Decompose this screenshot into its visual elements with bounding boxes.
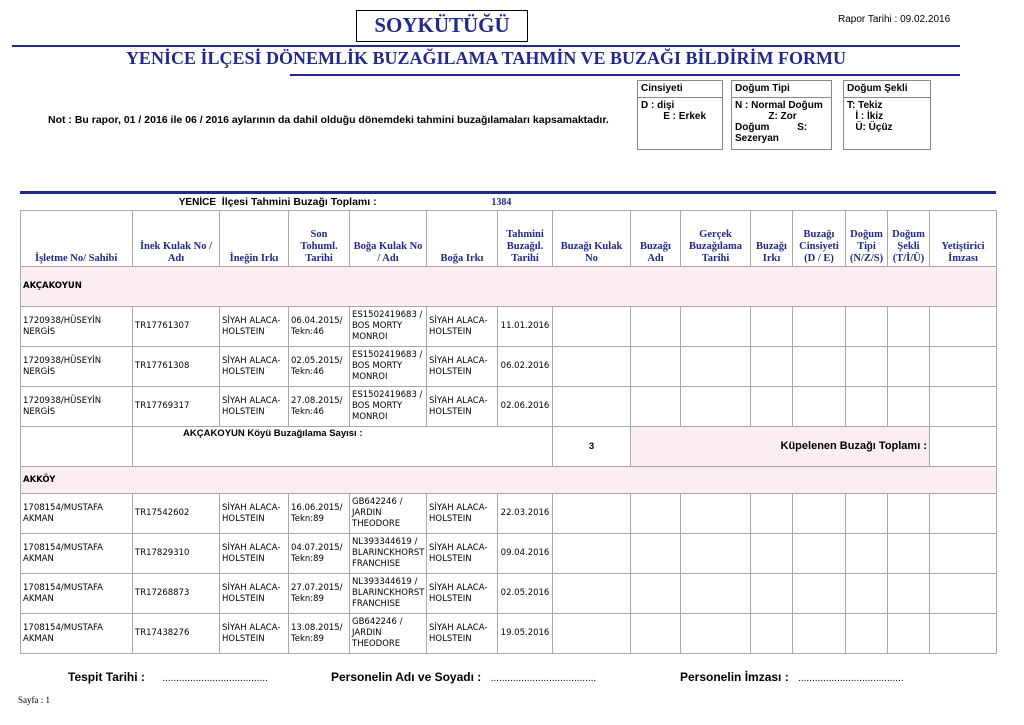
calf-name-cell[interactable] (631, 347, 681, 387)
column-header: İneğin Irkı (220, 211, 289, 267)
imza-label: Personelin İmzası : (680, 670, 789, 684)
column-header: Tahmini Buzağıl. Tarihi (498, 211, 553, 267)
village-name: AKKÖY (21, 467, 997, 494)
cow-breed-cell: SİYAH ALACA-HOLSTEIN (220, 307, 289, 347)
column-header: Doğum Şekli (T/İ/Ü) (888, 211, 930, 267)
column-header: Boğa Kulak No / Adı (350, 211, 427, 267)
column-header: Buzağı Cinsiyeti (D / E) (793, 211, 846, 267)
birth-type-cell[interactable] (846, 347, 888, 387)
legend-birth-form (843, 80, 931, 150)
footer-personel (331, 670, 596, 684)
column-header: Son Tohuml. Tarihi (289, 211, 350, 267)
birth-form-cell[interactable] (888, 347, 930, 387)
subtotal-spacer (21, 427, 133, 467)
calf-ear-tag-cell[interactable] (553, 387, 631, 427)
birth-type-cell[interactable] (846, 614, 888, 654)
table-top-rule (20, 191, 996, 194)
cow-breed-cell: SİYAH ALACA-HOLSTEIN (220, 494, 289, 534)
calf-breed-cell[interactable] (751, 574, 793, 614)
cow-breed-cell: SİYAH ALACA-HOLSTEIN (220, 574, 289, 614)
calf-ear-tag-cell[interactable] (553, 494, 631, 534)
legend-birth-form-line: T: Tekiz (847, 100, 883, 111)
legend-birth-type-line: Doğum S: (735, 122, 808, 133)
bull-cell: NL393344619 / BLARINCKHORST FRANCHISE (350, 534, 427, 574)
bull-breed-cell: SİYAH ALACA-HOLSTEIN (427, 387, 498, 427)
calf-ear-tag-cell[interactable] (553, 614, 631, 654)
calf-gender-cell[interactable] (793, 534, 846, 574)
cow-ear-tag-cell: TR17761307 (133, 307, 220, 347)
bull-cell: ES1502419683 / BOS MORTY MONROI (350, 387, 427, 427)
report-date-value: 09.02.2016 (900, 14, 951, 25)
tespit-dots: ...................................... (162, 673, 268, 684)
cumulative-label: Küpelenen Buzağı Toplamı : (631, 427, 930, 467)
legend-gender-title: Cinsiyeti (638, 81, 722, 98)
form-title: YENİCE İLÇESİ DÖNEMLİK BUZAĞILAMA TAHMİN VE BUZAĞI BİLDİRİM FORMU (125, 48, 847, 68)
calving-table (20, 210, 997, 654)
calf-breed-cell[interactable] (751, 307, 793, 347)
calf-ear-tag-cell[interactable] (553, 574, 631, 614)
cow-breed-cell: SİYAH ALACA-HOLSTEIN (220, 347, 289, 387)
insemination-cell: 06.04.2015/ Tekn:46 (289, 307, 350, 347)
column-header: Buzağı Adı (631, 211, 681, 267)
legend-birth-form-title: Doğum Şekli (844, 81, 930, 98)
birth-type-cell[interactable] (846, 387, 888, 427)
owner-cell: 1708154/MUSTAFA AKMAN (21, 574, 133, 614)
legend-birth-form-line: Ü: Üçüz (847, 122, 893, 133)
insemination-cell: 02.05.2015/ Tekn:46 (289, 347, 350, 387)
cow-ear-tag-cell: TR17438276 (133, 614, 220, 654)
birth-type-cell[interactable] (846, 534, 888, 574)
birth-form-cell[interactable] (888, 614, 930, 654)
actual-date-cell[interactable] (681, 347, 751, 387)
personel-dots: ...................................... (490, 673, 597, 684)
calf-name-cell[interactable] (631, 574, 681, 614)
calf-name-cell[interactable] (631, 494, 681, 534)
bull-breed-cell: SİYAH ALACA-HOLSTEIN (427, 307, 498, 347)
subtotal-count: 3 (553, 427, 631, 467)
birth-form-cell[interactable] (888, 387, 930, 427)
footer-imza (680, 670, 904, 684)
report-date-label: Rapor Tarihi : (838, 14, 898, 25)
district-summary (20, 196, 511, 208)
calf-ear-tag-cell[interactable] (553, 534, 631, 574)
legend-birth-type-line: N : Normal Doğum (735, 100, 823, 111)
owner-cell: 1720938/HÜSEYİN NERGİS (21, 387, 133, 427)
column-header: Gerçek Buzağılama Tarihi (681, 211, 751, 267)
owner-cell: 1708154/MUSTAFA AKMAN (21, 534, 133, 574)
owner-cell: 1720938/HÜSEYİN NERGİS (21, 307, 133, 347)
document-title: SOYKÜTÜĞÜ (356, 10, 528, 42)
top-rule (12, 45, 960, 47)
table-row (21, 347, 997, 387)
insemination-cell: 04.07.2015/ Tekn:89 (289, 534, 350, 574)
report-date (838, 14, 950, 25)
calf-name-cell[interactable] (631, 307, 681, 347)
table-row (21, 387, 997, 427)
estimated-date-cell: 22.03.2016 (498, 494, 553, 534)
legend-gender-line: D : dişi (641, 100, 675, 111)
column-header: Buzağı Kulak No (553, 211, 631, 267)
cow-breed-cell: SİYAH ALACA-HOLSTEIN (220, 534, 289, 574)
owner-cell: 1720938/HÜSEYİN NERGİS (21, 347, 133, 387)
column-header: Buzağı Irkı (751, 211, 793, 267)
cow-ear-tag-cell: TR17268873 (133, 574, 220, 614)
legend-gender-line: E : Erkek (641, 111, 707, 122)
village-header (21, 467, 997, 494)
table-row (21, 574, 997, 614)
table-row (21, 534, 997, 574)
calf-gender-cell[interactable] (793, 387, 846, 427)
estimated-date-cell: 11.01.2016 (498, 307, 553, 347)
calf-ear-tag-cell[interactable] (553, 307, 631, 347)
column-header: Yetiştirici İmzası (930, 211, 997, 267)
owner-cell: 1708154/MUSTAFA AKMAN (21, 494, 133, 534)
calf-breed-cell[interactable] (751, 534, 793, 574)
birth-form-cell[interactable] (888, 534, 930, 574)
breeder-signature-cell[interactable] (930, 574, 997, 614)
bull-cell: NL393344619 / BLARINCKHORST FRANCHISE (350, 574, 427, 614)
report-note: Not : Bu rapor, 01 / 2016 ile 06 / 2016 aylarının da dahil olduğu dönemdeki tahmini buzağılamaları kapsamaktadır. (48, 114, 609, 126)
calf-name-cell[interactable] (631, 534, 681, 574)
estimated-date-cell: 02.06.2016 (498, 387, 553, 427)
summary-district: YENİCE (178, 197, 216, 208)
breeder-signature-cell[interactable] (930, 387, 997, 427)
calf-breed-cell[interactable] (751, 614, 793, 654)
bull-cell: ES1502419683 / BOS MORTY MONROI (350, 347, 427, 387)
breeder-signature-cell[interactable] (930, 614, 997, 654)
bull-breed-cell: SİYAH ALACA-HOLSTEIN (427, 494, 498, 534)
calf-breed-cell[interactable] (751, 494, 793, 534)
actual-date-cell[interactable] (681, 614, 751, 654)
summary-value: 1384 (491, 197, 512, 208)
cumulative-value-cell[interactable] (930, 427, 997, 467)
insemination-cell: 16.06.2015/ Tekn:89 (289, 494, 350, 534)
column-header: İnek Kulak No / Adı (133, 211, 220, 267)
legend-birth-type (731, 80, 832, 150)
bull-cell: ES1502419683 / BOS MORTY MONROI (350, 307, 427, 347)
actual-date-cell[interactable] (681, 494, 751, 534)
calf-gender-cell[interactable] (793, 574, 846, 614)
page-number: Sayfa : 1 (18, 695, 50, 705)
actual-date-cell[interactable] (681, 307, 751, 347)
footer-tespit (68, 670, 268, 684)
legend-birth-type-line: Sezeryan (735, 133, 779, 144)
cow-ear-tag-cell: TR17761308 (133, 347, 220, 387)
calf-gender-cell[interactable] (793, 347, 846, 387)
bull-cell: GB642246 / JARDIN THEODORE (350, 494, 427, 534)
bull-breed-cell: SİYAH ALACA-HOLSTEIN (427, 534, 498, 574)
birth-form-cell[interactable] (888, 494, 930, 534)
column-header: Boğa Irkı (427, 211, 498, 267)
breeder-signature-cell[interactable] (930, 534, 997, 574)
village-header (21, 267, 997, 307)
column-header: İşletme No/ Sahibi (21, 211, 133, 267)
village-subtotal-row (21, 427, 997, 467)
village-name: AKÇAKOYUN (21, 267, 997, 307)
calf-name-cell[interactable] (631, 614, 681, 654)
calf-breed-cell[interactable] (751, 387, 793, 427)
insemination-cell: 27.07.2015/ Tekn:89 (289, 574, 350, 614)
cow-breed-cell: SİYAH ALACA-HOLSTEIN (220, 614, 289, 654)
bull-breed-cell: SİYAH ALACA-HOLSTEIN (427, 614, 498, 654)
actual-date-cell[interactable] (681, 574, 751, 614)
breeder-signature-cell[interactable] (930, 494, 997, 534)
table-row (21, 307, 997, 347)
calf-gender-cell[interactable] (793, 494, 846, 534)
birth-type-cell[interactable] (846, 574, 888, 614)
birth-form-cell[interactable] (888, 574, 930, 614)
estimated-date-cell: 09.04.2016 (498, 534, 553, 574)
imza-dots: ...................................... (798, 673, 904, 684)
bull-breed-cell: SİYAH ALACA-HOLSTEIN (427, 574, 498, 614)
subtotal-label-cell (133, 427, 553, 467)
breeder-signature-cell[interactable] (930, 347, 997, 387)
actual-date-cell[interactable] (681, 387, 751, 427)
estimated-date-cell: 02.05.2016 (498, 574, 553, 614)
calf-name-cell[interactable] (631, 387, 681, 427)
birth-type-cell[interactable] (846, 494, 888, 534)
legend-birth-form-line: İ : İkiz (847, 111, 884, 122)
calf-gender-cell[interactable] (793, 614, 846, 654)
bull-cell: GB642246 / JARDIN THEODORE (350, 614, 427, 654)
estimated-date-cell: 19.05.2016 (498, 614, 553, 654)
legend-birth-type-line: Z: Zor (735, 111, 797, 122)
cow-ear-tag-cell: TR17769317 (133, 387, 220, 427)
legend-birth-type-title: Doğum Tipi (732, 81, 831, 98)
insemination-cell: 13.08.2015/ Tekn:89 (289, 614, 350, 654)
tespit-label: Tespit Tarihi : (68, 670, 145, 684)
cow-ear-tag-cell: TR17829310 (133, 534, 220, 574)
estimated-date-cell: 06.02.2016 (498, 347, 553, 387)
birth-type-cell[interactable] (846, 307, 888, 347)
title-rule (290, 74, 960, 76)
calf-ear-tag-cell[interactable] (553, 347, 631, 387)
table-row (21, 614, 997, 654)
calf-breed-cell[interactable] (751, 347, 793, 387)
subtotal-label: Köyü Buzağılama Sayısı : (247, 428, 363, 439)
birth-form-cell[interactable] (888, 307, 930, 347)
summary-label: İlçesi Tahmini Buzağı Toplamı : (221, 196, 377, 208)
personel-label: Personelin Adı ve Soyadı : (331, 670, 482, 684)
cow-breed-cell: SİYAH ALACA-HOLSTEIN (220, 387, 289, 427)
calf-gender-cell[interactable] (793, 307, 846, 347)
legend-gender (637, 80, 723, 150)
breeder-signature-cell[interactable] (930, 307, 997, 347)
subtotal-village: AKÇAKOYUN (183, 428, 245, 439)
bull-breed-cell: SİYAH ALACA-HOLSTEIN (427, 347, 498, 387)
table-row (21, 494, 997, 534)
actual-date-cell[interactable] (681, 534, 751, 574)
cow-ear-tag-cell: TR17542602 (133, 494, 220, 534)
column-header: Doğum Tipi (N/Z/S) (846, 211, 888, 267)
insemination-cell: 27.08.2015/ Tekn:46 (289, 387, 350, 427)
owner-cell: 1708154/MUSTAFA AKMAN (21, 614, 133, 654)
